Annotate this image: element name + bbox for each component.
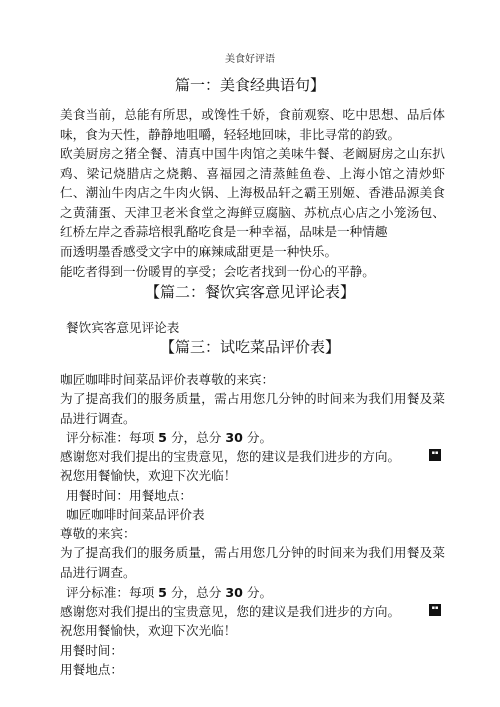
criteria-total-score-2: 30: [225, 585, 243, 600]
thanks-line-2: 感谢您对我们提出的宝贵意见，您的建议是我们进步的方向。: [60, 604, 401, 619]
dear-guest-line: 尊敬的来宾：: [60, 526, 136, 541]
criteria-item-score: 5: [158, 430, 167, 445]
meal-place-line: 用餐地点：: [60, 662, 123, 677]
section1-paragraph-3: 而透明墨香感受文字中的麻辣咸甜更是一种快乐。: [60, 244, 338, 259]
section2-heading: 【篇二：餐饮宾客意见评论表】: [144, 283, 355, 301]
criteria-mid-2: 分，总分: [170, 585, 222, 600]
section1-paragraph-1: 美食当前，总能有所思，或馋性千娇，食前观察、吃中思想、品后体味，食为天性，静静地咀嚼，轻轻地回味，非比寻常的韵致。: [60, 107, 445, 142]
section3-heading: 【篇三：试吃菜品评价表】: [159, 338, 340, 356]
criteria-mid: 分，总分: [170, 430, 222, 445]
criteria-end-2: 分。: [246, 585, 273, 600]
criteria-item-score-2: 5: [158, 585, 167, 600]
form-title-2: 咖匠咖啡时间菜品评价表: [66, 507, 205, 522]
intro-paragraph: 为了提高我们的服务质量，需占用您几分钟的时间来为我们用餐及菜品进行调查。: [60, 391, 445, 426]
criteria-prefix: 评分标准：每项: [66, 430, 155, 445]
intro-paragraph-2: 为了提高我们的服务质量，需占用您几分钟的时间来为我们用餐及菜品进行调查。: [60, 545, 445, 580]
section2-line: 餐饮宾客意见评论表: [66, 320, 180, 335]
section1-heading: 篇一：美食经典语句】: [174, 76, 325, 94]
thanks-line: 感谢您对我们提出的宝贵意见，您的建议是我们进步的方向。: [60, 449, 401, 464]
form-title-line: 咖匠咖啡时间菜品评价表尊敬的来宾：: [60, 372, 275, 387]
symbol-icon-2: ▪▪: [429, 604, 441, 616]
meal-time-place-line: 用餐时间：用餐地点：: [66, 488, 192, 503]
page-header: 美食好评语: [225, 54, 275, 65]
wish-line: 祝您用餐愉快，欢迎下次光临！: [60, 468, 237, 483]
wish-line-2: 祝您用餐愉快，欢迎下次光临！: [60, 623, 237, 638]
symbol-icon: ▪▪: [429, 449, 441, 461]
criteria-prefix-2: 评分标准：每项: [66, 585, 155, 600]
scoring-criteria: [66, 428, 272, 448]
criteria-total-score: 30: [225, 430, 243, 445]
section1-paragraph-4: 能吃者得到一份暖胃的享受；会吃者找到一份心的平静。: [60, 264, 375, 279]
meal-time-line: 用餐时间：: [60, 643, 123, 658]
section1-paragraph-2: 欧美厨房之猪全餐、清真中国牛肉馆之美味牛餐、老阚厨房之山东扒鸡、梁记烧腊店之烧鹅、喜福园之清蒸鲑鱼卷、上海小馆之清炒虾仁、潮汕牛肉店之牛肉火锅、上海极品轩之霸王别姬、香港品源美食之黄蒲蛋、天津卫老米食堂之海鲜豆腐脑、苏杭点心店之小笼汤包、红桥左岸之香蒜培根乳酪吃食是一种幸福，品味是一种情趣: [60, 146, 445, 239]
criteria-end: 分。: [246, 430, 273, 445]
scoring-criteria-2: [66, 583, 272, 603]
